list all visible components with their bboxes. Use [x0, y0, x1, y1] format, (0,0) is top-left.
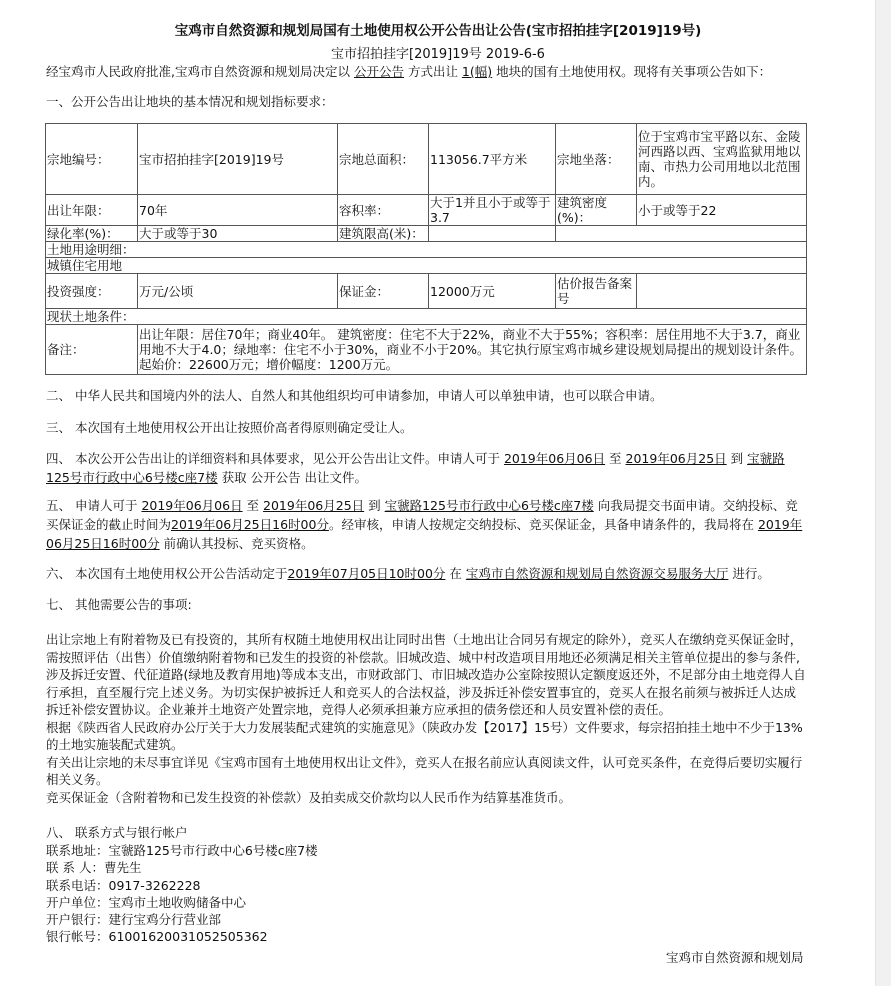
value-green-rate: 大于或等于30 — [138, 226, 338, 242]
s6-text: 六、 本次国有土地使用权公开公告活动定于 — [46, 566, 288, 581]
value-parcel-number: 宝市招拍挂字[2019]19号 — [138, 124, 338, 195]
vertical-scrollbar[interactable] — [875, 0, 891, 986]
s5-text: 五、 申请人可于 — [46, 498, 142, 513]
label-investment-intensity: 投资强度： — [46, 274, 138, 309]
s5-start-date: 2019年06月06日 — [141, 498, 243, 513]
label-land-use-detail: 土地用途明细： — [46, 242, 807, 258]
s6-venue: 宝鸡市自然资源和规划局自然资源交易服务大厅 — [465, 566, 729, 581]
table-row — [46, 325, 807, 375]
value-appraisal-record — [637, 274, 807, 309]
s6-event-time: 2019年07月05日10时00分 — [287, 566, 446, 581]
intro-text: 经宝鸡市人民政府批准,宝鸡市自然资源和规划局决定以 — [46, 64, 354, 79]
contact-address: 联系地址：宝虢路125号市行政中心6号楼c座7楼 — [46, 843, 318, 858]
value-land-use: 城镇住宅用地 — [46, 258, 807, 274]
section-4 — [46, 449, 806, 487]
value-building-density: 小于或等于22 — [637, 195, 807, 226]
announcement-number-date: 宝市招拍挂字[2019]19号 2019-6-6 — [331, 47, 545, 62]
label-total-area: 宗地总面积： — [338, 124, 429, 195]
section-5 — [46, 496, 806, 553]
label-deposit: 保证金： — [338, 274, 429, 309]
table-row — [46, 195, 807, 226]
value-remarks: 出让年限：居住70年；商业40年。 建筑密度：住宅不大于22%，商业不大于55%；容积率：居住用地不大于3.7，商业用地不大于4.0；绿地率：住宅不小于30%，商业不小于20%。其它执行原宝鸡市城乡建设规划局提出的规划设计条件。起始价：22600万元；增价幅度：1200万元。 — [138, 325, 807, 375]
s5-text-2: 至 — [242, 498, 264, 513]
s5-text-5: 。经审核，申请人按规定交纳投标、竞买保证金，具备申请条件的，我局将在 — [328, 517, 758, 532]
label-green-rate: 绿化率(%)： — [46, 226, 138, 242]
section-7-heading: 七、 其他需要公告的事项: — [46, 597, 192, 612]
s5-text-4: 向我局提交书面申请。交纳投标、竞买保证金的截止时间为 — [46, 498, 798, 532]
s5-deposit-deadline: 2019年06月25日16时00分 — [171, 517, 329, 532]
s5-end-date: 2019年06月25日 — [263, 498, 365, 513]
value-plot-ratio: 大于1并且小于或等于3.7 — [429, 195, 556, 226]
value-location: 位于宝鸡市宝平路以东、金陵河西路以西、宝鸡监狱用地以南、市热力公司用地以北范围内。 — [637, 124, 807, 195]
contact-person: 联 系 人：曹先生 — [46, 860, 142, 876]
bank-account: 银行帐号：61001620031052505362 — [46, 929, 268, 945]
signature: 宝鸡市自然资源和规划局 — [666, 950, 804, 965]
table-row — [46, 274, 807, 309]
value-deposit: 12000万元 — [429, 274, 556, 309]
contact-block — [46, 842, 318, 946]
bank-name: 开户银行：建行宝鸡分行营业部 — [46, 912, 222, 928]
label-remarks: 备注： — [46, 325, 138, 375]
value-height-limit — [429, 226, 556, 242]
label-building-density: 建筑密度(%)： — [556, 195, 637, 226]
section-6 — [46, 564, 806, 583]
label-parcel-number: 宗地编号： — [46, 124, 138, 195]
table-row — [46, 309, 807, 325]
section-1-heading: 一、公开公告出让地块的基本情况和规划指标要求： — [46, 94, 334, 109]
label-current-condition: 现状土地条件： — [46, 309, 807, 325]
s6-text-3: 进行。 — [728, 566, 770, 581]
land-info-table — [45, 123, 807, 375]
account-holder: 开户单位：宝鸡市土地收购储备中心 — [46, 894, 247, 910]
intro-method: 公开公告 — [353, 64, 404, 79]
table-row — [46, 242, 807, 258]
label-plot-ratio: 容积率： — [338, 195, 429, 226]
label-location: 宗地坐落： — [556, 124, 637, 195]
other-notes: 出让宗地上有附着物及已有投资的，其所有权随土地使用权出让同时出售（土地出让合同另有规定的除外），竞买人在缴纳竞买保证金时，需按照评估（出售）价值缴纳附着物和已发生的投资的补偿款。旧城改造、城中村改造项目用地还必须满足相关主管单位提出的参与条件,涉及拆迁安置、代征道路(绿地及教育用地)等成本支出，市财政部门、市旧城改造办公室除按照认定额度返还外，不足部分由土地竞得人自行承担，直至履行完上述义务。为切实保护被拆迁人和竞买人的合法权益，涉及拆迁补偿安置事宜的，竞买人在报名前须与被拆迁人达成拆迁补偿安置协议。企业兼并土地资产处置宗地，竞得人必须承担兼方应承担的债务偿还和人员安置补偿的责任。 根据《陕西省人民政府办公厅关于大力发展装配式建筑的实施意见》（陕政办发【2017】15号）文件要求，每宗招拍挂土地中不少于13%的土地实施装配式建筑。 有关出让宗地的未尽事宜详见《宝鸡市国有土地使用权出让文件》，竞买人在报名前应认真阅读文件，认可竞买条件，在竞得后要切实履行相关义务。 竞买保证金（含附着物和已发生投资的补偿款）及拍卖成交价款均以人民币作为结算基准货币。 — [46, 632, 806, 805]
section-8-heading: 八、 联系方式与银行帐户 — [46, 825, 188, 840]
section-3: 三、 本次国有土地使用权公开出让按照价高者得原则确定受让人。 — [46, 420, 413, 435]
intro-text-2: 方式出让 — [403, 64, 462, 79]
s5-text-6: 前确认其投标、竞买资格。 — [159, 536, 314, 551]
s6-text-2: 在 — [445, 566, 466, 581]
intro-paragraph — [46, 62, 806, 81]
value-investment-intensity: 万元/公顷 — [138, 274, 338, 309]
s4-address: 宝虢路125号市行政中心6号楼c座7楼 — [46, 451, 785, 485]
s4-text-3: 到 — [726, 451, 748, 466]
table-row — [46, 124, 807, 195]
s4-text: 四、 本次公开公告出让的详细资料和具体要求，见公开公告出让文件。申请人可于 — [46, 451, 504, 466]
s4-text-2: 至 — [605, 451, 626, 466]
page-title: 宝鸡市自然资源和规划局国有土地使用权公开公告出让公告(宝市招拍挂字[2019]19号) — [174, 23, 702, 39]
s4-text-4: 获取 公开公告 出让文件。 — [217, 470, 368, 485]
s4-start-date: 2019年06月06日 — [503, 451, 606, 466]
intro-count: 1(幅) — [461, 64, 493, 79]
table-row — [46, 258, 807, 274]
s5-confirm-deadline: 2019年06月25日16时00分 — [46, 517, 803, 551]
s5-address: 宝虢路125号市行政中心6号楼c座7楼 — [384, 498, 594, 513]
value-total-area: 113056.7平方米 — [429, 124, 556, 195]
empty-cell — [556, 226, 807, 242]
table-row — [46, 226, 807, 242]
intro-text-3: 地块的国有土地使用权。现将有关事项公告如下： — [492, 64, 772, 79]
s5-text-3: 到 — [364, 498, 385, 513]
contact-phone: 联系电话：0917-3262228 — [46, 877, 201, 893]
value-term: 70年 — [138, 195, 338, 226]
section-2: 二、 中华人民共和国境内外的法人、自然人和其他组织均可申请参加，申请人可以单独申请，也可以联合申请。 — [46, 388, 663, 403]
s4-end-date: 2019年06月25日 — [625, 451, 727, 466]
label-term: 出让年限： — [46, 195, 138, 226]
label-height-limit: 建筑限高(米)： — [338, 226, 429, 242]
label-appraisal-record: 估价报告备案号 — [556, 274, 637, 309]
